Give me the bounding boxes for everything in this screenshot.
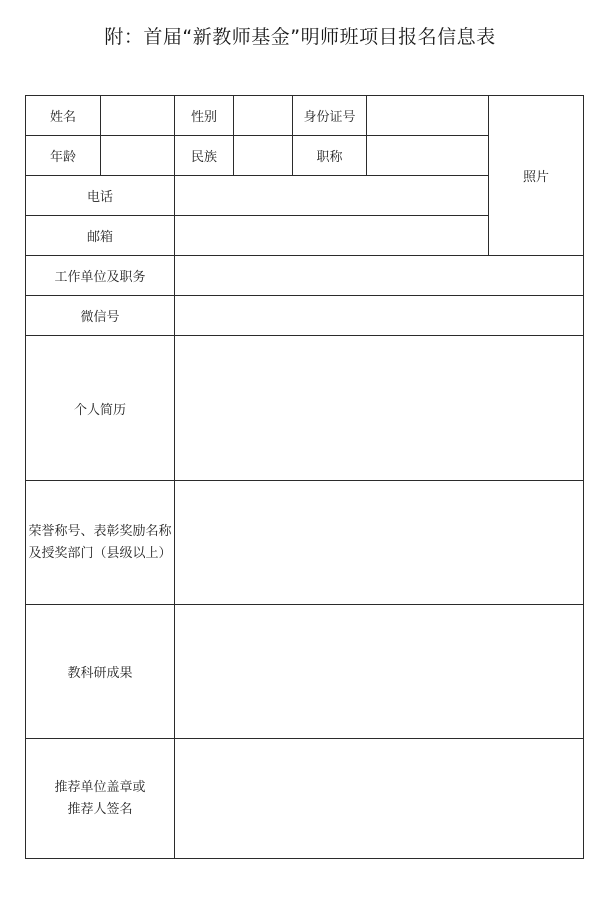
resume-label: 个人简历	[26, 336, 175, 481]
workplace-field[interactable]	[175, 256, 584, 296]
gender-label: 性别	[175, 96, 234, 136]
email-field[interactable]	[175, 216, 489, 256]
job-title-field[interactable]	[367, 136, 489, 176]
job-title-label: 职称	[293, 136, 367, 176]
age-field[interactable]	[101, 136, 175, 176]
age-label: 年龄	[26, 136, 101, 176]
phone-label: 电话	[26, 176, 175, 216]
email-label: 邮箱	[26, 216, 175, 256]
ethnicity-field[interactable]	[234, 136, 293, 176]
recommend-label	[26, 739, 175, 859]
ethnicity-label: 民族	[175, 136, 234, 176]
research-label: 教科研成果	[26, 605, 175, 739]
photo-area[interactable]: 照片	[489, 96, 584, 256]
name-label: 姓名	[26, 96, 101, 136]
resume-field[interactable]	[175, 336, 584, 481]
recommend-field[interactable]	[175, 739, 584, 859]
id-number-label: 身份证号	[293, 96, 367, 136]
registration-form-table	[25, 95, 584, 859]
page-title: 附：首届“新教师基金”明师班项目报名信息表	[104, 26, 496, 48]
recommend-label-line1: 推荐单位盖章或	[54, 779, 146, 795]
name-field[interactable]	[101, 96, 175, 136]
honors-field[interactable]	[175, 481, 584, 605]
wechat-label: 微信号	[26, 296, 175, 336]
id-number-field[interactable]	[367, 96, 489, 136]
recommend-label-line2: 推荐人签名	[67, 801, 133, 817]
workplace-label: 工作单位及职务	[26, 256, 175, 296]
phone-field[interactable]	[175, 176, 489, 216]
wechat-field[interactable]	[175, 296, 584, 336]
research-field[interactable]	[175, 605, 584, 739]
gender-field[interactable]	[234, 96, 293, 136]
honors-label: 荣誉称号、表彰奖励名称及授奖部门（县级以上）	[26, 481, 175, 605]
